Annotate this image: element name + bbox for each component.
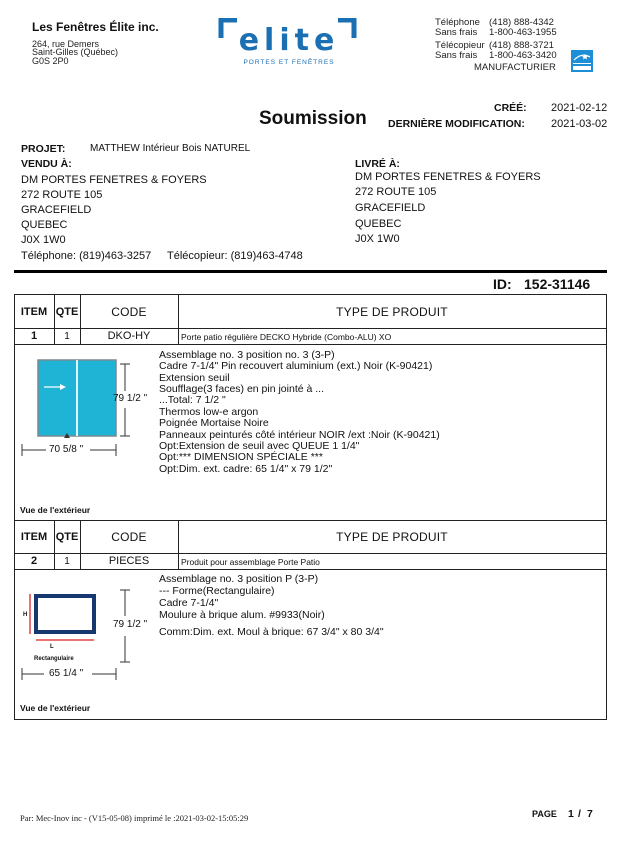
contact-tollfree-fax-label: Sans frais: [435, 50, 478, 61]
item-description-line: ...Total: 7 1/2 ": [159, 394, 226, 406]
col-type-header: TYPE DE PRODUIT: [336, 305, 448, 319]
created-date: 2021-02-12: [551, 102, 608, 114]
item-description-line: Panneaux peinturés côté intérieur NOIR /ext :Noir (K-90421): [159, 429, 440, 441]
modified-date: 2021-03-02: [551, 118, 608, 130]
ship-to-label: LIVRÉ À:: [355, 158, 400, 170]
energy-star-icon: [571, 50, 593, 72]
col-qty-header: QTE: [55, 306, 79, 318]
dim-h-label: H: [23, 612, 28, 618]
ship-to-line: GRACEFIELD: [355, 202, 426, 214]
ship-to-line: DM PORTES FENETRES & FOYERS: [355, 171, 541, 183]
sold-to-phone: Téléphone: (819)463-3257: [21, 250, 152, 262]
col-type-header: TYPE DE PRODUIT: [336, 530, 448, 544]
dim-l-label: L: [50, 644, 54, 650]
contact-tollfree[interactable]: 1-800-463-1955: [489, 27, 557, 38]
item-number: 2: [30, 555, 38, 567]
contact-fax-label: Télécopieur: [435, 40, 485, 51]
company-address-line: Saint-Gilles (Québec): [32, 47, 119, 57]
contact-phone-label: Téléphone: [435, 17, 480, 28]
item-description-line: Thermos low-e argon: [159, 406, 259, 418]
print-info: Par: Mec-Inov inc - (V15-05-08) imprimé le :2021-03-02-15:05:29: [20, 813, 249, 823]
col-code-header: CODE: [111, 530, 147, 544]
item-description-line: Opt:*** DIMENSION SPÉCIALE ***: [159, 451, 323, 463]
shape-label: Rectangulaire: [34, 656, 74, 662]
project-label: PROJET:: [21, 143, 66, 155]
item-description-line: Opt:Dim. ext. cadre: 65 1/4" x 79 1/2": [159, 463, 333, 475]
section-divider: [14, 270, 607, 273]
contact-tollfree-label: Sans frais: [435, 27, 478, 38]
manufacturer-label: MANUFACTURIER: [474, 62, 556, 73]
item-qty: 1: [64, 556, 70, 567]
item-description-line: Assemblage no. 3 position no. 3 (3-P): [159, 349, 335, 361]
id-label: ID:: [493, 276, 512, 292]
company-name: Les Fenêtres Élite inc.: [32, 20, 159, 34]
sold-to-label: VENDU À:: [21, 158, 72, 170]
sold-to-fax: Télécopieur: (819)463-4748: [167, 250, 303, 262]
item-height: 79 1/2 ": [113, 619, 148, 630]
contact-fax: (418) 888-3721: [489, 40, 554, 51]
item-qty: 1: [64, 331, 70, 342]
item-width: 70 5/8 ": [49, 444, 84, 455]
item-description-line: Assemblage no. 3 position P (3-P): [159, 573, 319, 585]
item-product-type: Produit pour assemblage Porte Patio: [181, 557, 320, 567]
item-description-line: Comm:Dim. ext. Moul à brique: 67 3/4" x 80 3/4": [159, 626, 384, 638]
page-separator: /: [578, 808, 581, 820]
contact-phone[interactable]: (418) 888-4342: [489, 17, 554, 28]
page-label: PAGE: [532, 809, 557, 819]
sold-to-line: QUEBEC: [21, 219, 68, 231]
view-label: Vue de l'extérieur: [20, 703, 91, 713]
view-label: Vue de l'extérieur: [20, 505, 91, 515]
item-code: PIECES: [108, 555, 150, 567]
item-description-line: Poignée Mortaise Noire: [159, 417, 269, 429]
modified-label: DERNIÈRE MODIFICATION:: [388, 118, 525, 130]
item-number: 1: [30, 330, 38, 342]
project-value: MATTHEW Intérieur Bois NATUREL: [90, 143, 251, 154]
svg-text:elite: elite: [238, 23, 340, 58]
item-description-line: Cadre 7-1/4": [159, 597, 219, 609]
sold-to-line: DM PORTES FENETRES & FOYERS: [21, 174, 207, 186]
elite-logo: [209, 18, 365, 68]
item-description-line: Soufflage(3 faces) en pin jointé à ...: [159, 383, 324, 395]
col-item-header: ITEM: [20, 531, 48, 543]
item-height: 79 1/2 ": [113, 393, 148, 404]
item-description-line: Moulure à brique alum. #9933(Noir): [159, 609, 325, 621]
company-address-line: 264, rue Demers: [32, 39, 100, 49]
col-code-header: CODE: [111, 305, 147, 319]
document-title: Soumission: [259, 108, 367, 129]
item-description-line: Opt:Extension de seuil avec QUEUE 1 1/4": [159, 440, 360, 452]
item-product-type: Porte patio régulière DECKO Hybride (Combo-ALU) XO: [181, 332, 392, 342]
col-item-header: ITEM: [20, 306, 48, 318]
item-width: 65 1/4 ": [49, 668, 84, 679]
sold-to-line: GRACEFIELD: [21, 204, 92, 216]
ship-to-line: J0X 1W0: [355, 233, 400, 245]
page-total: 7: [587, 808, 593, 820]
created-label: CRÉÉ:: [494, 102, 527, 114]
item-description-line: --- Forme(Rectangulaire): [159, 585, 275, 597]
sold-to-line: 272 ROUTE 105: [21, 189, 103, 201]
col-qty-header: QTE: [55, 531, 79, 543]
page-number: 1: [568, 808, 574, 820]
sold-to-line: J0X 1W0: [21, 234, 66, 246]
id-value: 152-31146: [524, 276, 591, 292]
item-description-line: Extension seuil: [159, 372, 230, 384]
company-address-line: G0S 2P0: [32, 56, 69, 66]
item-description-line: Cadre 7-1/4" Pin recouvert aluminium (ext.) Noir (K-90421): [159, 360, 433, 372]
item-code: DKO-HY: [107, 330, 151, 342]
contact-tollfree-fax: 1-800-463-3420: [489, 50, 557, 61]
ship-to-line: 272 ROUTE 105: [355, 186, 437, 198]
svg-text:PORTES ET FENÊTRES: PORTES ET FENÊTRES: [243, 59, 335, 66]
ship-to-line: QUEBEC: [355, 218, 402, 230]
